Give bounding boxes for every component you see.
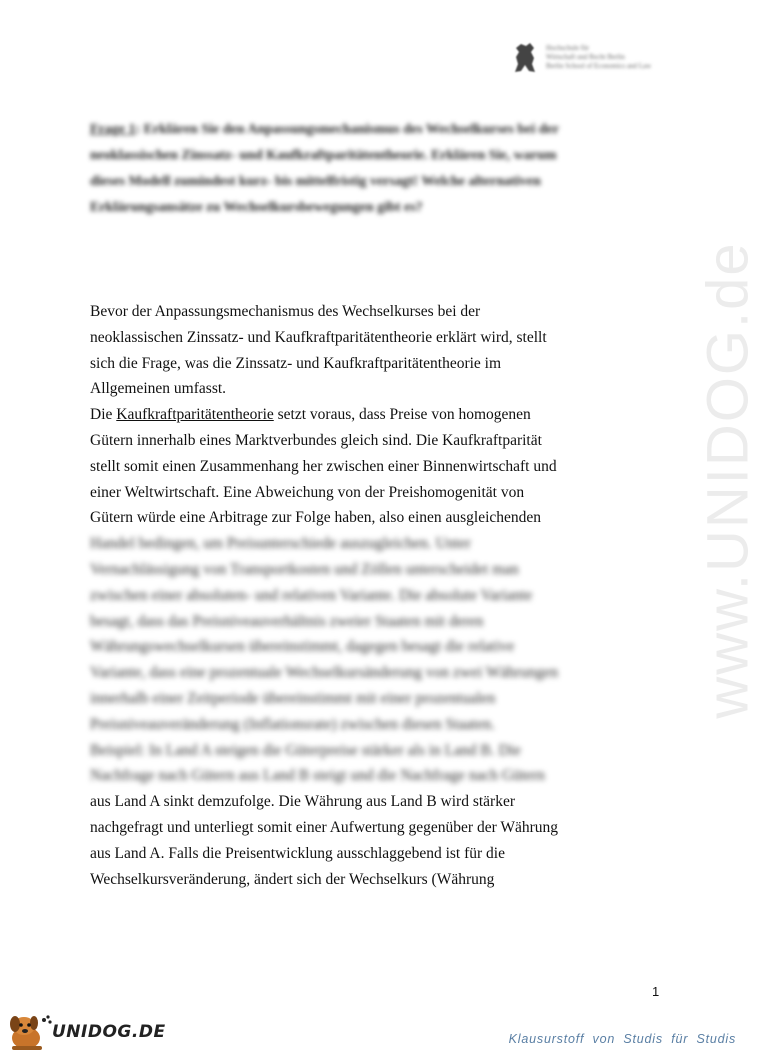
text-line: neoklassischen Zinssatz- und Kaufkraftparitätentheorie erklärt wird, stellt [90,328,547,346]
watermark: www.UNIDOG.de [695,241,761,719]
text-line: aus Land A sinkt demzufolge. Die Währung aus Land B wird stärker [90,793,516,811]
text-fragment: Die [90,406,117,424]
unidog-logo [4,1010,164,1054]
text-line: einer Weltwirtschaft. Eine Abweichung von der Preishomogenität von [90,483,525,501]
text-line [90,402,570,428]
text-line: sich die Frage, was die Zinssatz- und Kaufkraftparitätentheorie im [90,354,502,372]
text-line: Gütern innerhalb eines Marktverbundes gleich sind. Die Kaufkraftparität [90,431,542,449]
blurred-text-line: zwischen einer absoluten- und relativen Variante. Die absolute Variante [90,586,533,604]
text-line: stellt somit einen Zusammenhang her zwischen einer Binnenwirtschaft und [90,457,557,475]
brand-name: UNIDOG.DE [52,1022,166,1042]
blurred-text-line: Preisniveauveränderung (Inflationsrate) zwischen diesen Staaten. [90,715,495,733]
university-logo [512,40,682,84]
page-number: 1 [652,984,660,999]
bear-crest-icon [512,40,538,76]
answer-text [90,299,570,892]
blurred-text-line: Vernachlässigung von Transportkosten und Zöllen unterscheidet man [90,560,519,578]
question-label: Frage 1 [90,122,136,137]
blurred-text-line: besagt, dass das Preisniveauverhältnis zweier Staaten mit deren [90,612,484,630]
text-line: Wechselkursveränderung, ändert sich der Wechselkurs (Währung [90,870,495,888]
text-line: Allgemeinen umfasst. [90,380,227,398]
exam-question [90,117,570,221]
blurred-text-line: Währungswechselkursen übereinstimmt, dagegen besagt die relative [90,638,515,656]
term-kaufkraftparitaetentheorie: Kaufkraftparitätentheorie [116,406,274,424]
question-text: : Erklären Sie den Anpassungsmechanismus des Wechselkurses bei der neoklassischen Zinssatz- und Kaufkraftparitätentheorie. Erklären Sie, warum dieses Modell zumindest kurz- bis mittelfristig versagt! Welche alternativen Erklärungsansätze zu Wechselkursbewegungen gibt es? [90,122,559,215]
university-name: Hochschule für Wirtschaft und Recht Berlin Berlin School of Economics and Law [546,44,652,70]
text-line: Gütern würde eine Arbitrage zur Folge haben, also einen ausgleichenden [90,509,542,527]
text-fragment: setzt voraus, dass Preise von homogenen [273,406,531,424]
dog-mascot-icon [4,1010,56,1054]
blurred-text-line: innerhalb einer Zeitperiode übereinstimmt mit einer prozentualen [90,689,496,707]
blurred-text-line: Nachfrage nach Gütern aus Land B steigt und die Nachfrage nach Gütern [90,767,545,785]
text-line: nachgefragt und unterliegt somit einer Aufwertung gegenüber der Währung [90,818,558,836]
text-line: aus Land A. Falls die Preisentwicklung ausschlaggebend ist für die [90,844,505,862]
blurred-text-line: Handel bedingen, um Preisunterschiede auszugleichen. Unter [90,535,471,553]
blurred-text-line: Beispiel: In Land A steigen die Güterpreise stärker als in Land B. Die [90,741,521,759]
footer-slogan: Klausurstoff von Studis für Studis [508,1032,736,1046]
blurred-text-line: Variante, dass eine prozentuale Wechselkursänderung von zwei Währungen [90,664,559,682]
text-line: Bevor der Anpassungsmechanismus des Wechselkurses bei der [90,303,481,320]
